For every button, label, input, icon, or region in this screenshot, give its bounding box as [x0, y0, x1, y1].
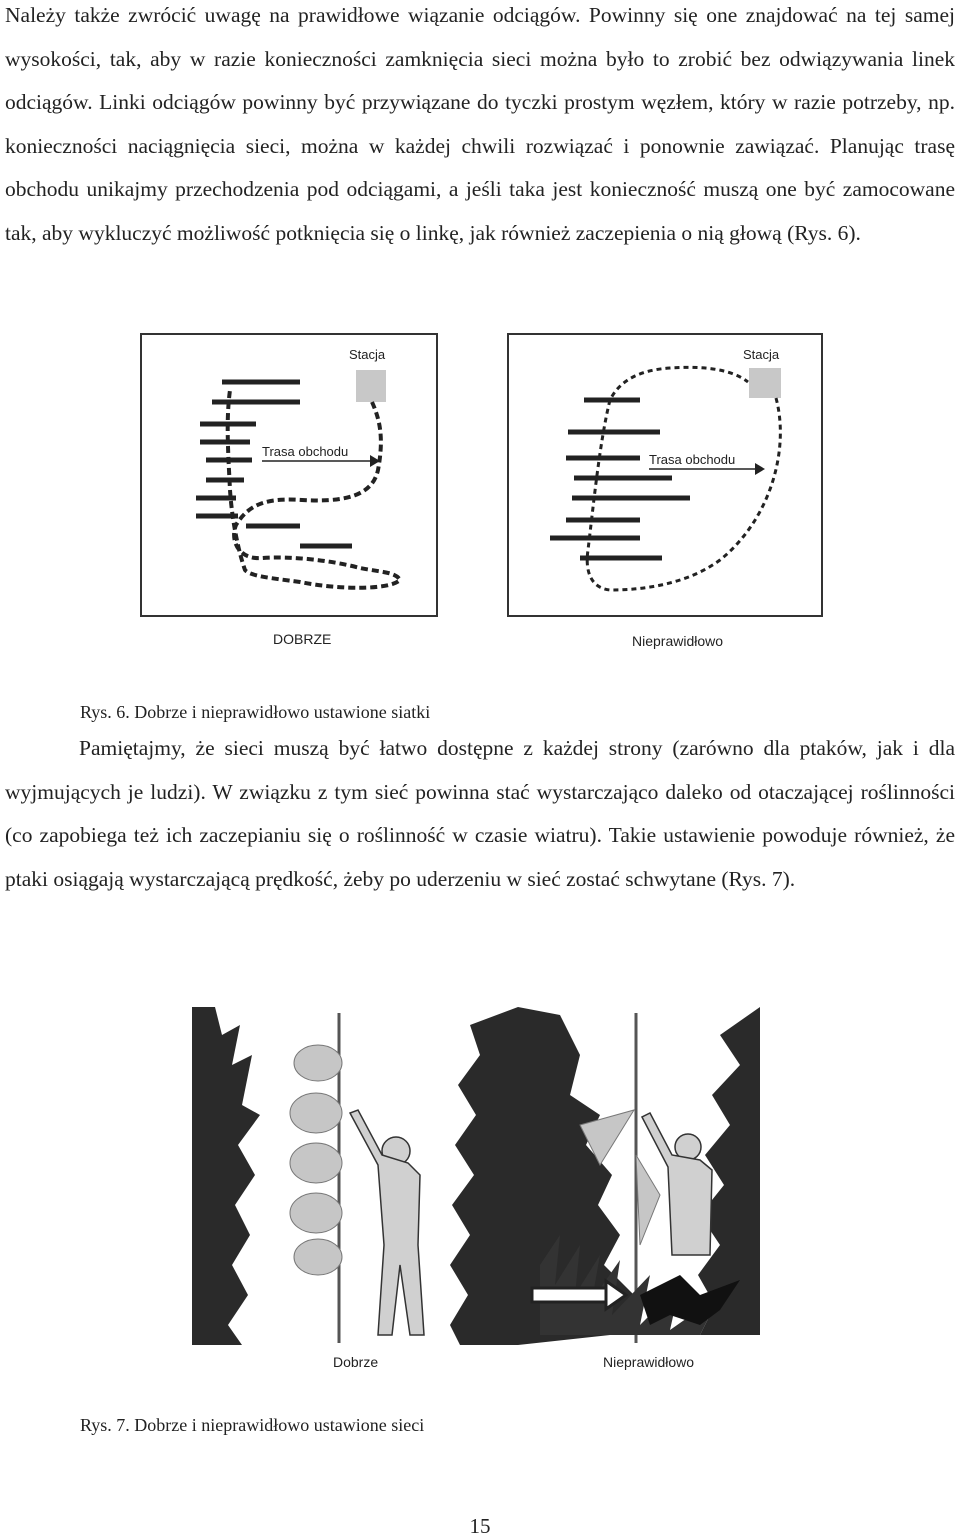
route-label: Trasa obchodu	[262, 444, 349, 459]
verdict-incorrect-7: Nieprawidłowo	[603, 1354, 695, 1370]
figure-7	[0, 995, 960, 1390]
figure-6-caption: Rys. 6. Dobrze i nieprawidłowo ustawione siatki	[80, 702, 431, 722]
figure-6-panel-incorrect	[508, 334, 822, 649]
station-box	[356, 370, 386, 402]
paragraph-accessibility: Pamiętajmy, że sieci muszą być łatwo dostępne z każdej strony (zarówno dla ptaków, jak i dla wyjmujących je ludzi). W związku z tym sieć powinna stać wystarczająco daleko od otaczającej roślinności (co zapobiega też ich zaczepianiu się o roślinność w czasie wiatru). Takie ustawienie powoduje również, że ptaki osiągają wystarczającą prędkość, żeby po uderzeniu w sieć zostać schwytane (Rys. 7).	[5, 736, 955, 891]
route-label-right: Trasa obchodu	[649, 452, 736, 467]
page-number: 15	[469, 1514, 491, 1538]
station-label: Stacja	[349, 347, 386, 362]
figure-7-scene-incorrect	[518, 1007, 760, 1370]
paragraph-guy-lines: Należy także zwrócić uwagę na prawidłowe wiązanie odciągów. Powinny się one znajdować na tej samej wysokości, tak, aby w razie konieczności zamknięcia sieci można było to zrobić bez odwiązywania linek odciągów. Linki odciągów powinny być przywiązane do tyczki prostym węzłem, który w razie potrzeby, np. konieczności naciągnięcia sieci, można w każdej chwili rozwiązać i ponownie zawiązać. Planując trasę obchodu unikajmy przechodzenia pod odciągami, a jeśli taka jest konieczność muszą one być zamocowane tak, aby wykluczyć możliwość potknięcia się o linkę, jak również zaczepienia o nią głową (Rys. 6).	[5, 3, 955, 245]
figure-7-scene-correct	[192, 1007, 518, 1370]
figure-7-caption: Rys. 7. Dobrze i nieprawidłowo ustawione sieci	[80, 1415, 425, 1435]
figure-6	[0, 320, 960, 665]
person-figure	[350, 1110, 424, 1335]
verdict-incorrect: Nieprawidłowo	[632, 633, 724, 649]
station-box-right	[749, 368, 781, 398]
figure-6-panel-correct	[141, 334, 437, 647]
verdict-correct: DOBRZE	[273, 631, 332, 647]
verdict-correct-7: Dobrze	[333, 1354, 379, 1370]
station-label-right: Stacja	[743, 347, 780, 362]
